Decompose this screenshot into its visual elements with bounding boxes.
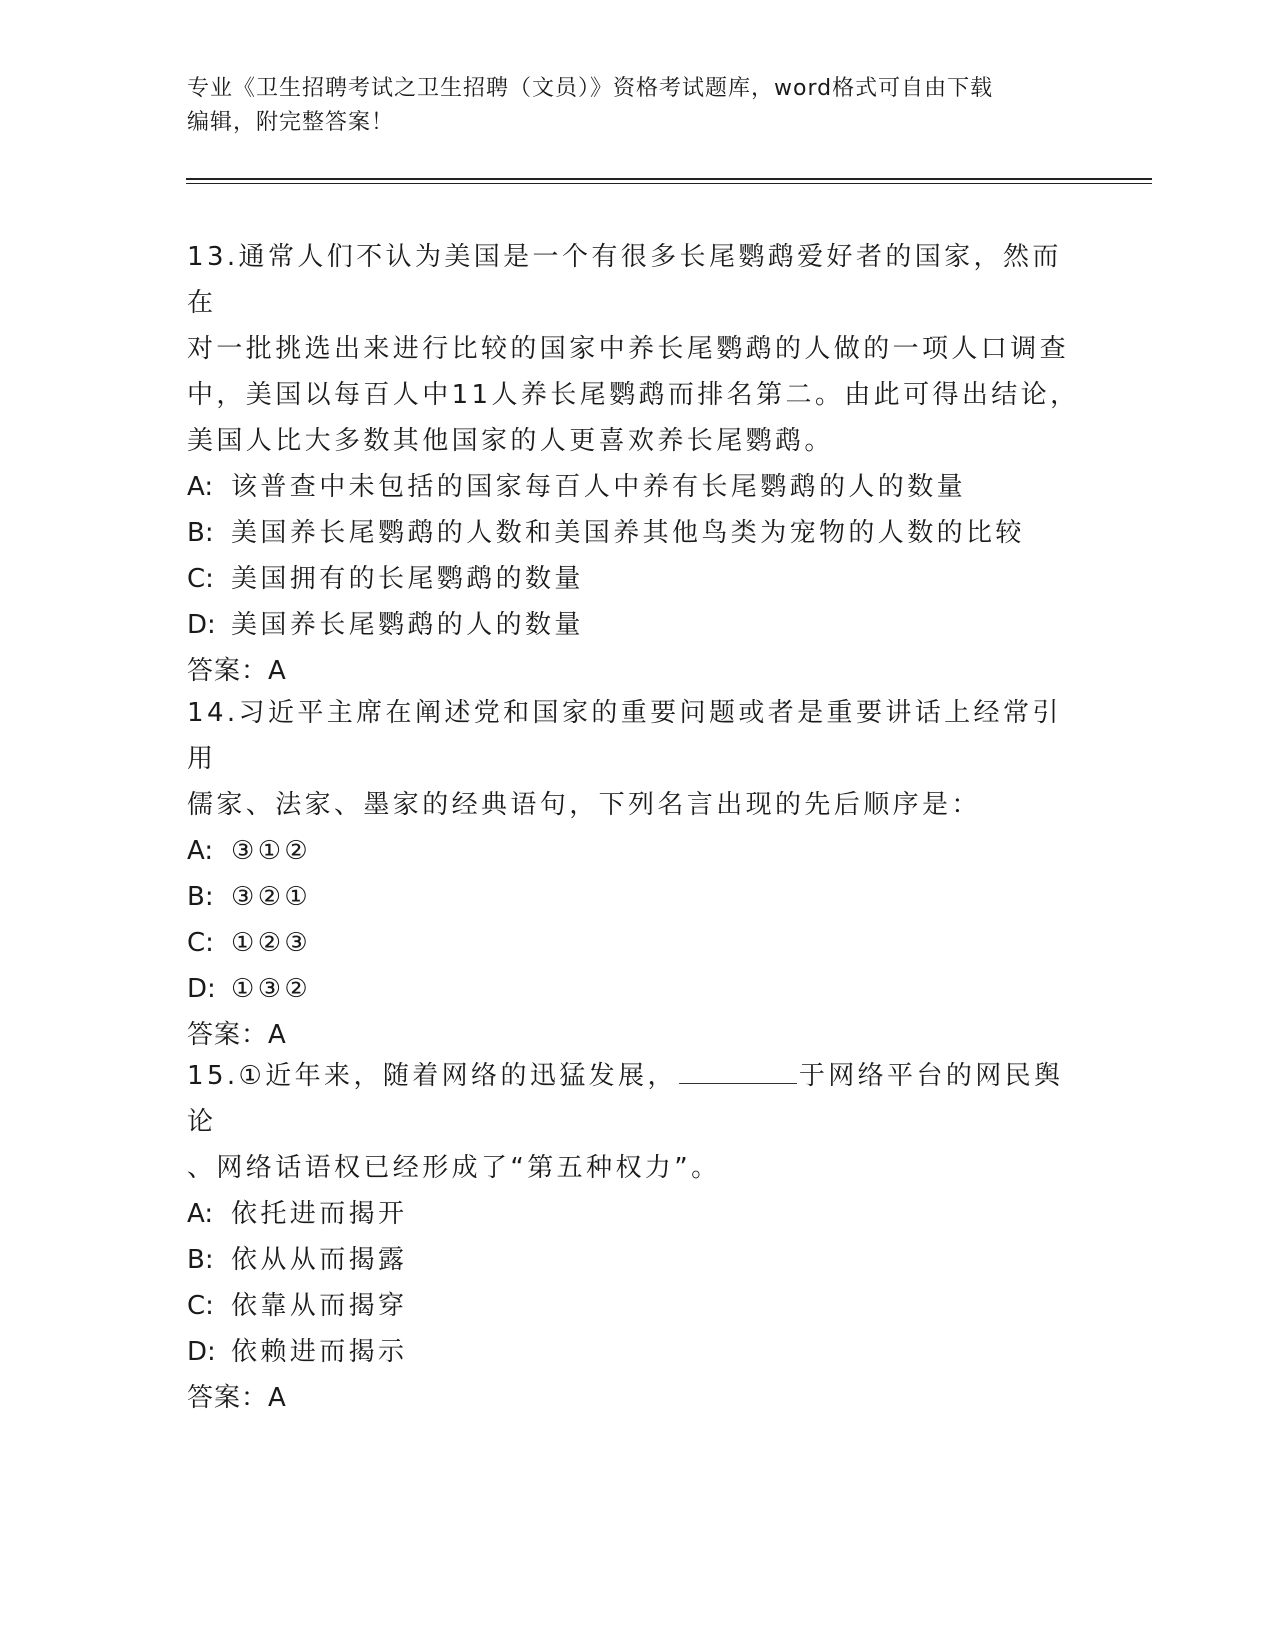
option-b [187, 1237, 1087, 1283]
header-divider-thin [186, 183, 1152, 184]
option-text: 依托进而揭开 [231, 1199, 408, 1229]
option-letter: D: [187, 974, 216, 1004]
header-line-1: 专业《卫生招聘考试之卫生招聘（文员）》资格考试题库，word格式可自由下载 [187, 76, 994, 101]
answer-line: 答案：A [187, 656, 287, 686]
answer-line: 答案：A [187, 1383, 287, 1413]
header-line-2: 编辑，附完整答案！ [187, 110, 395, 135]
option-text: ③②① [231, 882, 312, 912]
option-a [187, 464, 1087, 510]
question-stem-line: 13.通常人们不认为美国是一个有很多长尾鹦鹉爱好者的国家，然而在 [187, 242, 1062, 318]
option-b [187, 510, 1087, 556]
answer-line: 答案：A [187, 1020, 287, 1050]
option-letter: A: [187, 472, 214, 502]
option-b [187, 874, 1087, 920]
question-stem-line: 对一批挑选出来进行比较的国家中养长尾鹦鹉的人做的一项人口调查 [187, 334, 1070, 364]
question-stem-line: 美国人比大多数其他国家的人更喜欢养长尾鹦鹉。 [187, 426, 834, 456]
option-c [187, 920, 1087, 966]
option-d [187, 1329, 1087, 1375]
document-header [187, 72, 1087, 140]
option-letter: C: [187, 1291, 214, 1321]
option-letter: C: [187, 564, 214, 594]
option-a [187, 828, 1087, 874]
question-stem-line: 中，美国以每百人中11人养长尾鹦鹉而排名第二。由此可得出结论， [187, 380, 1080, 410]
option-letter: B: [187, 882, 214, 912]
question-13 [187, 234, 1087, 694]
option-d [187, 602, 1087, 648]
question-stem-line: 14.习近平主席在阐述党和国家的重要问题或者是重要讲话上经常引用 [187, 698, 1062, 774]
option-text: ①③② [231, 974, 312, 1004]
option-letter: A: [187, 836, 214, 866]
option-text: 美国拥有的长尾鹦鹉的数量 [231, 564, 584, 594]
option-text: 依从从而揭露 [231, 1245, 408, 1275]
option-letter: B: [187, 518, 214, 548]
option-text: 美国养长尾鹦鹉的人的数量 [231, 610, 584, 640]
stem-text: 于网络平台的网民舆论 [187, 1061, 1064, 1137]
fill-in-blank [679, 1055, 797, 1084]
option-text: 依赖进而揭示 [231, 1337, 408, 1367]
question-14 [187, 690, 1087, 1058]
option-letter: A: [187, 1199, 214, 1229]
header-divider-thick [186, 178, 1152, 180]
option-c [187, 1283, 1087, 1329]
question-stem-line: 儒家、法家、墨家的经典语句，下列名言出现的先后顺序是： [187, 790, 981, 820]
option-letter: D: [187, 610, 216, 640]
option-c [187, 556, 1087, 602]
option-text: 该普查中未包括的国家每百人中养有长尾鹦鹉的人的数量 [231, 472, 967, 502]
option-letter: D: [187, 1337, 216, 1367]
option-text: ③①② [231, 836, 312, 866]
option-text: ①②③ [231, 928, 312, 958]
option-letter: C: [187, 928, 214, 958]
option-a [187, 1191, 1087, 1237]
stem-text: 15.①近年来，随着网络的迅猛发展， [187, 1061, 677, 1091]
option-letter: B: [187, 1245, 214, 1275]
question-stem-line: 、网络话语权已经形成了“第五种权力”。 [187, 1153, 721, 1183]
question-15 [187, 1053, 1087, 1421]
option-text: 美国养长尾鹦鹉的人数和美国养其他鸟类为宠物的人数的比较 [231, 518, 1025, 548]
option-text: 依靠从而揭穿 [231, 1291, 408, 1321]
question-stem-line [187, 1053, 1087, 1145]
option-d [187, 966, 1087, 1012]
